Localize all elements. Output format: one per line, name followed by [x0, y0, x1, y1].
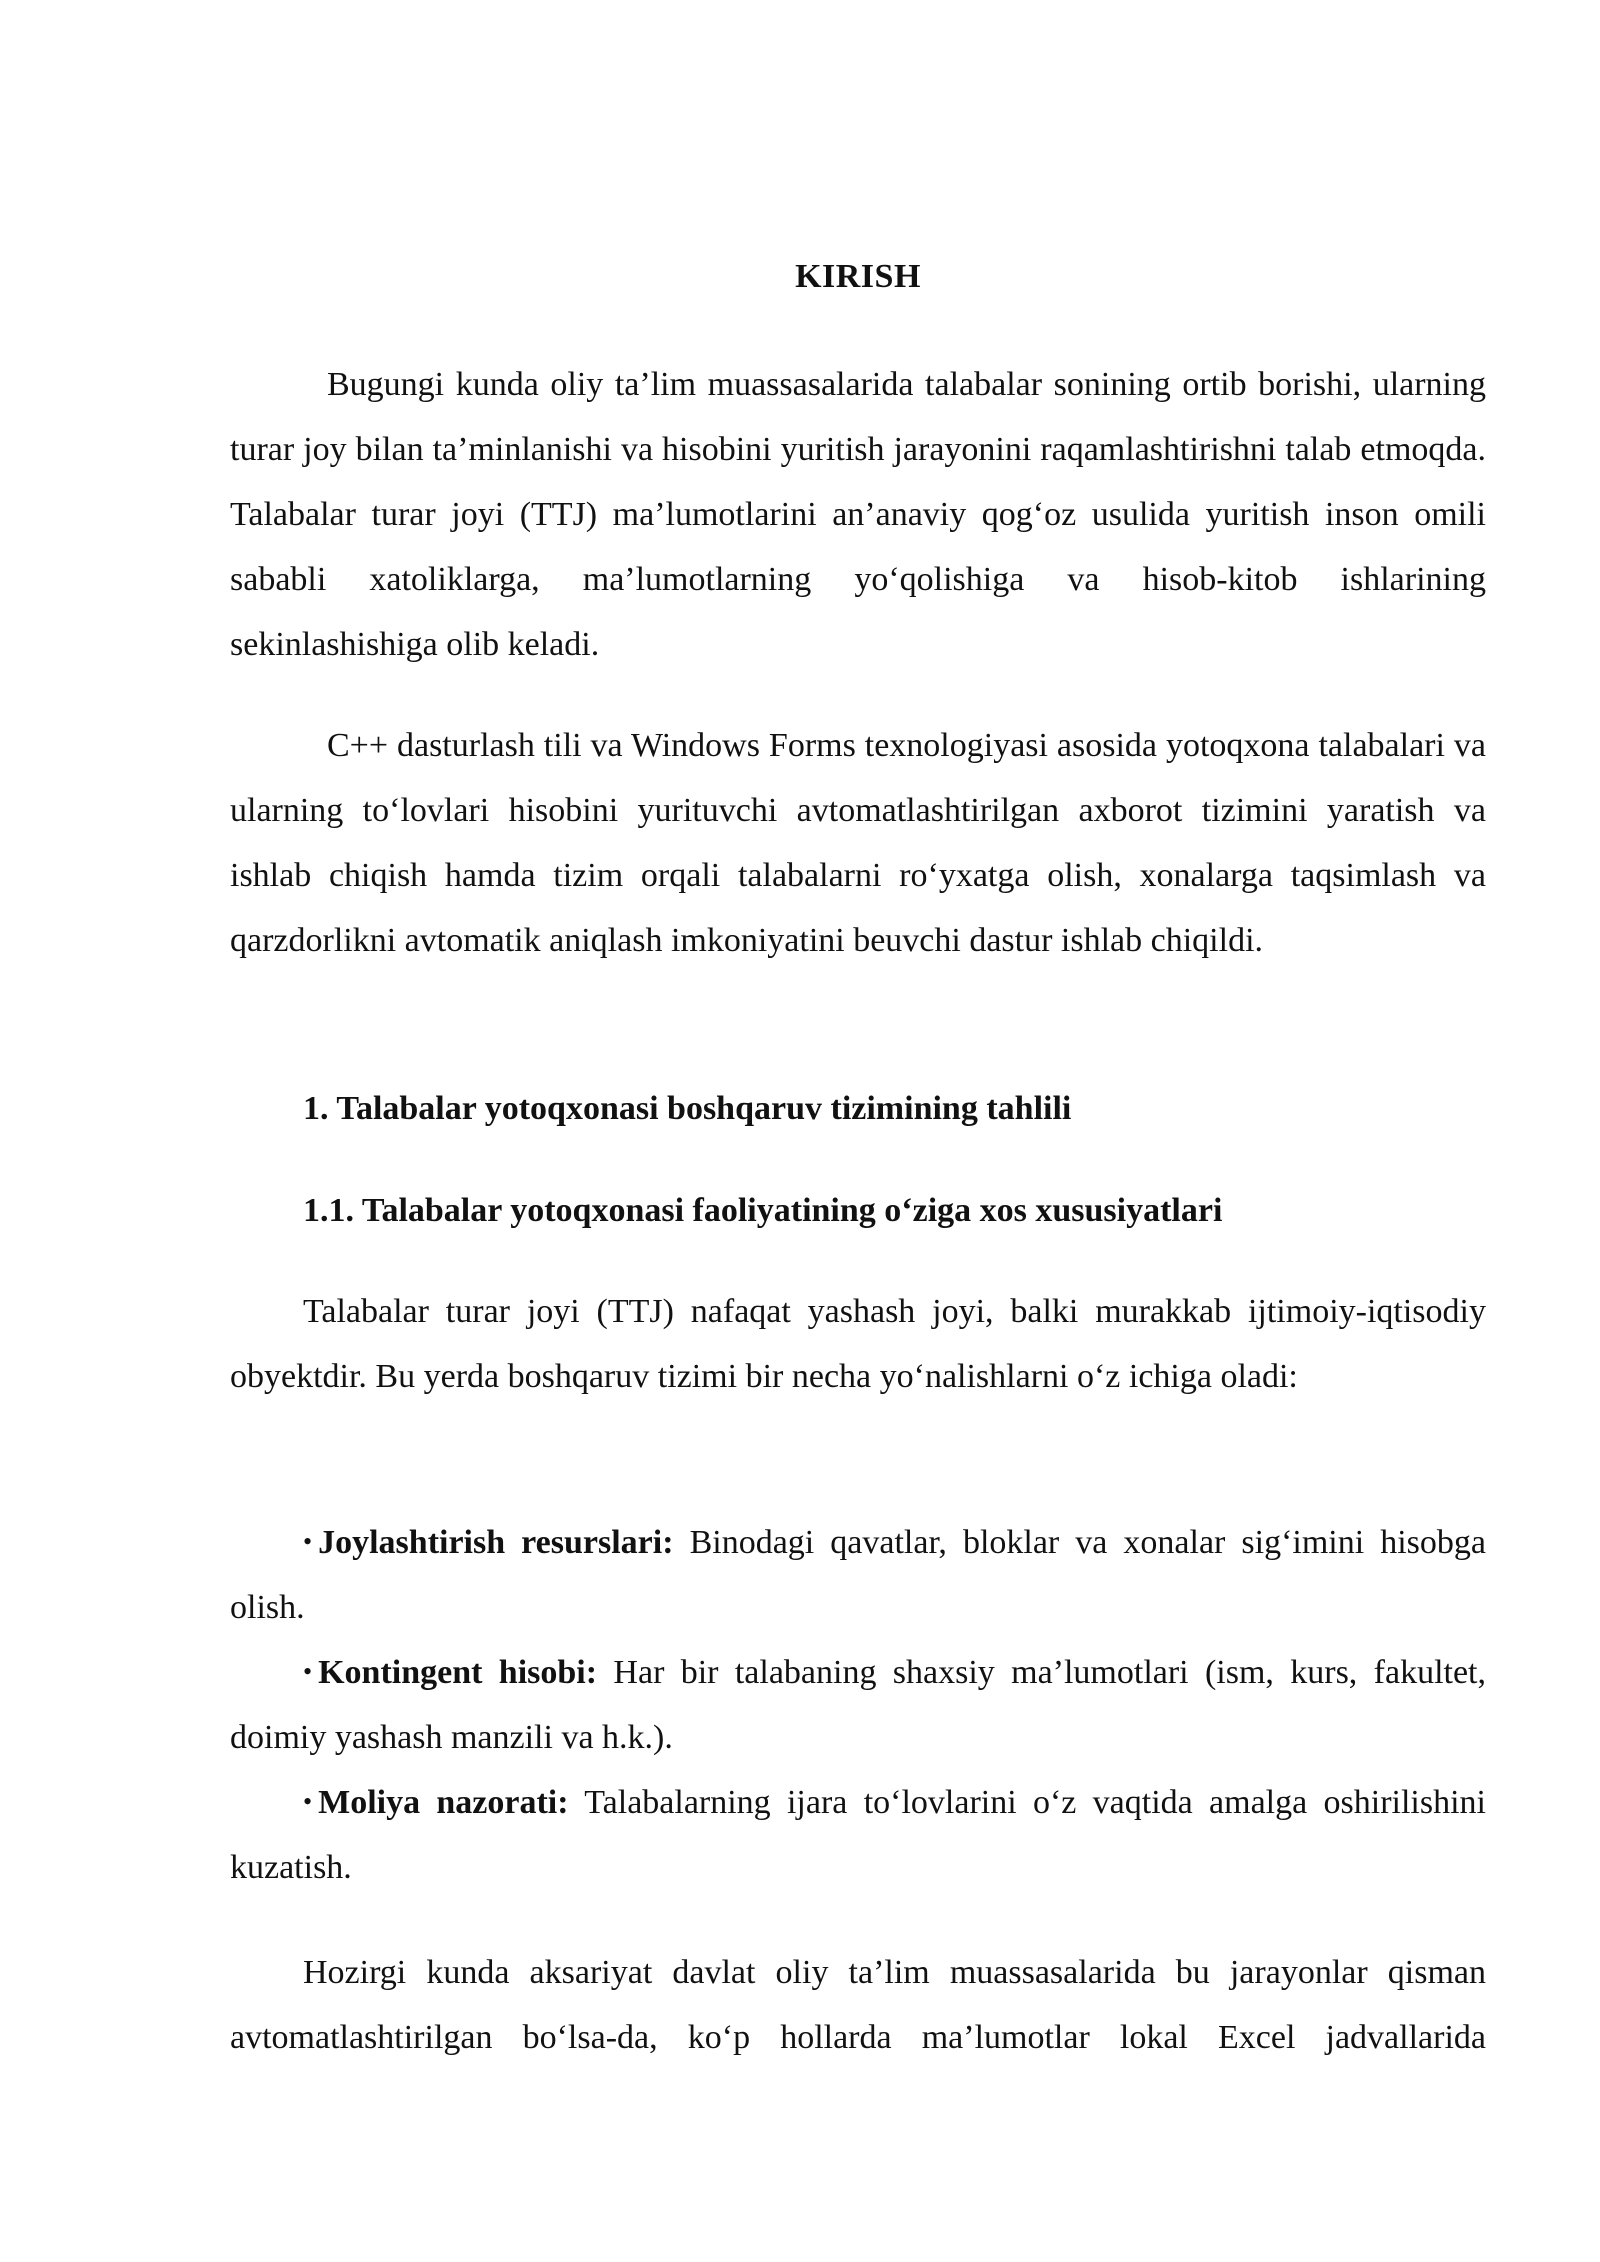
bullet-item-finance-control — [230, 1769, 1486, 1900]
subsection-heading: 1.1. Talabalar yotoqxonasi faoliyatining o‘ziga xos xususiyatlari — [303, 1192, 1223, 1229]
page-title: KIRISH — [795, 258, 921, 295]
bullet-item-contingent — [230, 1639, 1486, 1770]
bullet-term: Joylashtirish resurslari: — [318, 1524, 674, 1561]
section-paragraph: Talabalar turar joyi (TTJ) nafaqat yashash joyi, balki murakkab ijtimoiy-iqtisodiy obyektdir. Bu yerda boshqaruv tizimi bir necha yo‘nalishlarni o‘z ichiga oladi: — [230, 1293, 1486, 1395]
closing-paragraph: Hozirgi kunda aksariyat davlat oliy ta’lim muassasalarida bu jarayonlar qisman avtomatlashtirilgan bo‘lsa-da, ko‘p hollarda ma’lumotlar lokal Excel jadvallarida — [230, 1954, 1486, 2056]
document-page — [230, 0, 1486, 2262]
bullet-dot: • — [303, 1657, 313, 1686]
bullet-dot: • — [303, 1787, 313, 1816]
bullet-text: Talabalarning ijara to‘lovlarini o‘z vaqtida amalga oshirilishini kuzatish. — [230, 1784, 1486, 1886]
bullet-text: Binodagi qavatlar, bloklar va xonalar sig‘imini hisobga olish. — [230, 1524, 1487, 1626]
bullet-term: Kontingent hisobi: — [318, 1654, 598, 1691]
bullet-item-placement-resources — [230, 1509, 1486, 1640]
bullet-text: Har bir talabaning shaxsiy ma’lumotlari (ism, kurs, fakultet, doimiy yashash manzili va h.k.). — [230, 1654, 1486, 1756]
section-heading: 1. Talabalar yotoqxonasi boshqaruv tizimining tahlili — [303, 1090, 1072, 1127]
bullet-dot: • — [303, 1527, 313, 1556]
intro-paragraph-1: Bugungi kunda oliy ta’lim muassasalarida talabalar sonining ortib borishi, ularning turar joy bilan ta’minlanishi va hisobini yuritish jarayonini raqamlashtirishni talab etmoqda. Talabalar turar joyi (TTJ) ma’lumotlarini an’anaviy qog‘oz usulida yuritish inson omili sababli xatoliklarga, ma’lumotlarning yo‘qolishiga va hisob-kitob ishlarining sekinlashishiga olib keladi. — [230, 366, 1486, 663]
bullet-term: Moliya nazorati: — [318, 1784, 569, 1821]
intro-paragraph-2: C++ dasturlash tili va Windows Forms texnologiyasi asosida yotoqxona talabalari va ularning to‘lovlari hisobini yurituvchi avtomatlashtirilgan axborot tizimini yaratish va ishlab chiqish hamda tizim orqali talabalarni ro‘yxatga olish, xonalarga taqsimlash va qarzdorlikni avtomatik aniqlash imkoniyatini beuvchi dastur ishlab chiqildi. — [230, 727, 1486, 959]
